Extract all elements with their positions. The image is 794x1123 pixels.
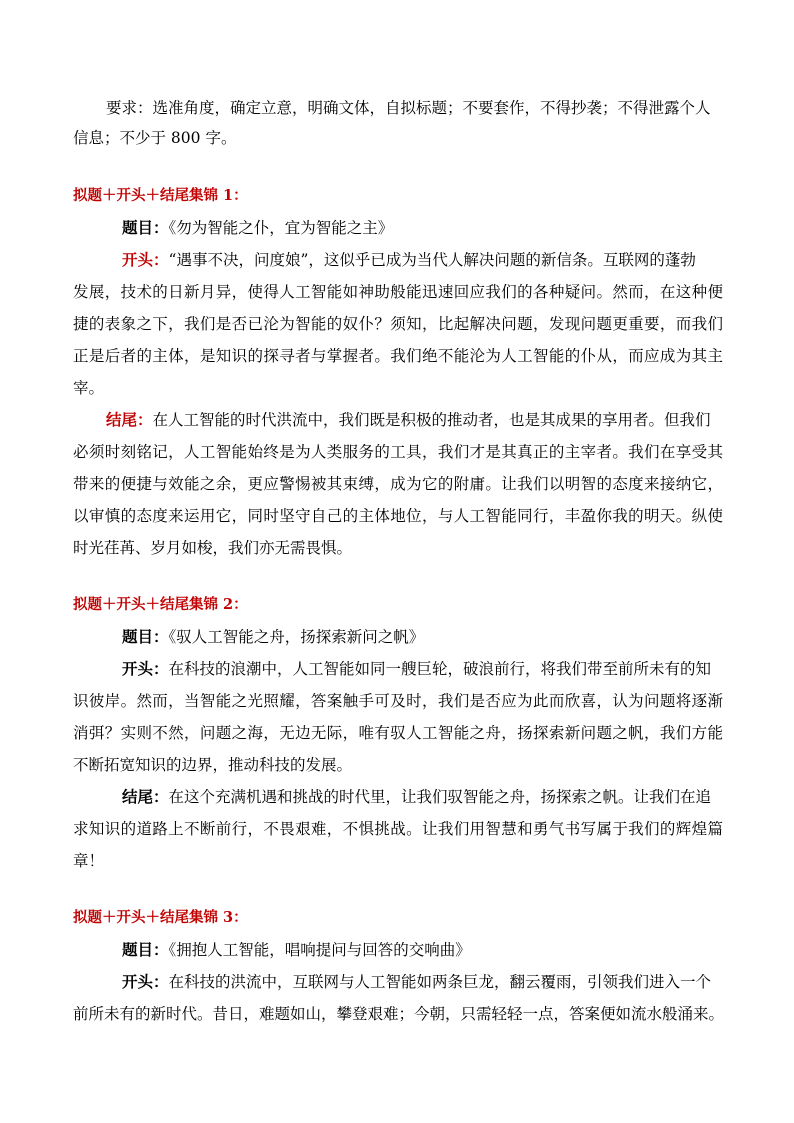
opening-label: 开头：: [122, 972, 169, 991]
section-2-opening-line-3: 消弭？实则不然，问题之海，无边无际，唯有驭人工智能之舟，扬探索新问题之帆，我们方能: [73, 724, 723, 742]
section-1-ending-line-4: 以审慎的态度来运用它，同时坚守自己的主体地位，与人工智能同行，丰盈你我的明天。纵使: [73, 507, 723, 525]
section-1-opening-line-3: 捷的表象之下，我们是否已沦为智能的奴仆？须知，比起解决问题，发现问题更重要，而我们: [73, 315, 723, 333]
section-1-title-line: [122, 218, 772, 238]
opening-label: 开头：: [122, 250, 169, 269]
section-2-opening-line-2: 识彼岸。然而，当智能之光照耀，答案触手可及时，我们是否应为此而欣喜，认为问题将逐渐: [73, 692, 723, 710]
title-label: 题目：: [122, 627, 169, 646]
ending-label: 结尾：: [122, 787, 169, 806]
section-1-ending-line-1: [106, 410, 756, 430]
requirement-line-1: 要求：选准角度，确定立意，明确文体，自拟标题；不要套作，不得抄袭；不得泄露个人: [106, 99, 711, 117]
section-1-opening-line-5: 宰。: [73, 379, 105, 397]
section-2-ending-line-2: 求知识的道路上不断前行，不畏艰难，不惧挑战。让我们用智慧和勇气书写属于我们的辉煌篇: [73, 820, 723, 838]
section-1-heading: 拟题＋开头＋结尾集锦 1：: [73, 187, 248, 204]
section-3-title-line: [122, 940, 772, 960]
section-1-ending-line-2: 必须时刻铭记，人工智能始终是为人类服务的工具，我们才是其真正的主宰者。我们在享受其: [73, 443, 723, 461]
section-3-heading: 拟题＋开头＋结尾集锦 3：: [73, 909, 248, 926]
opening-text: 在科技的洪流中，互联网与人工智能如两条巨龙，翻云覆雨，引领我们进入一个: [168, 973, 712, 991]
title-label: 题目：: [122, 218, 169, 237]
ending-label: 结尾：: [106, 410, 153, 429]
opening-label: 开头：: [122, 659, 169, 678]
section-2-heading: 拟题＋开头＋结尾集锦 2：: [73, 596, 248, 613]
section-1-opening-line-4: 正是后者的主体，是知识的探寻者与掌握者。我们绝不能沦为人工智能的仆从，而应成为其主: [73, 347, 723, 365]
ending-text: 在人工智能的时代洪流中，我们既是积极的推动者，也是其成果的享用者。但我们: [152, 411, 711, 429]
requirement-line-2: 信息；不少于 800 字。: [73, 129, 237, 147]
section-1-title: 《勿为智能之仆，宜为智能之主》: [168, 219, 394, 237]
section-3-opening-line-2: 前所未有的新时代。昔日，难题如山，攀登艰难；今朝，只需轻轻一点，答案便如流水般涌来。: [73, 1005, 725, 1023]
section-2-opening-line-1: [122, 659, 772, 679]
section-3-opening-line-1: [122, 972, 772, 992]
opening-text: 在科技的浪潮中，人工智能如同一艘巨轮，破浪前行，将我们带至前所未有的知: [168, 660, 712, 678]
section-2-opening-line-4: 不断拓宽知识的边界，推动科技的发展。: [73, 756, 353, 774]
ending-text: 在这个充满机遇和挑战的时代里，让我们驭智能之舟，扬探索之帆。让我们在追: [168, 788, 712, 806]
section-2-title-line: [122, 627, 772, 647]
section-1-opening-line-2: 发展，技术的日新月异，使得人工智能如神助般能迅速回应我们的各种疑问。然而，在这种便: [73, 283, 723, 301]
section-1-ending-line-3: 带来的便捷与效能之余，更应警惕被其束缚，成为它的附庸。让我们以明智的态度来接纳它，: [73, 475, 723, 493]
title-label: 题目：: [122, 940, 169, 959]
section-2-ending-line-3: 章！: [73, 852, 105, 870]
section-1-ending-line-5: 时光荏苒、岁月如梭，我们亦无需畏惧。: [73, 539, 353, 557]
section-2-ending-line-1: [122, 787, 772, 807]
opening-text: “遇事不决，问度娘”，这似乎已成为当代人解决问题的新信条。互联网的蓬勃: [168, 251, 696, 269]
section-1-opening-line-1: [122, 250, 772, 270]
section-3-title: 《拥抱人工智能，唱响提问与回答的交响曲》: [168, 941, 471, 959]
section-2-title: 《驭人工智能之舟，扬探索新问之帆》: [168, 628, 425, 646]
